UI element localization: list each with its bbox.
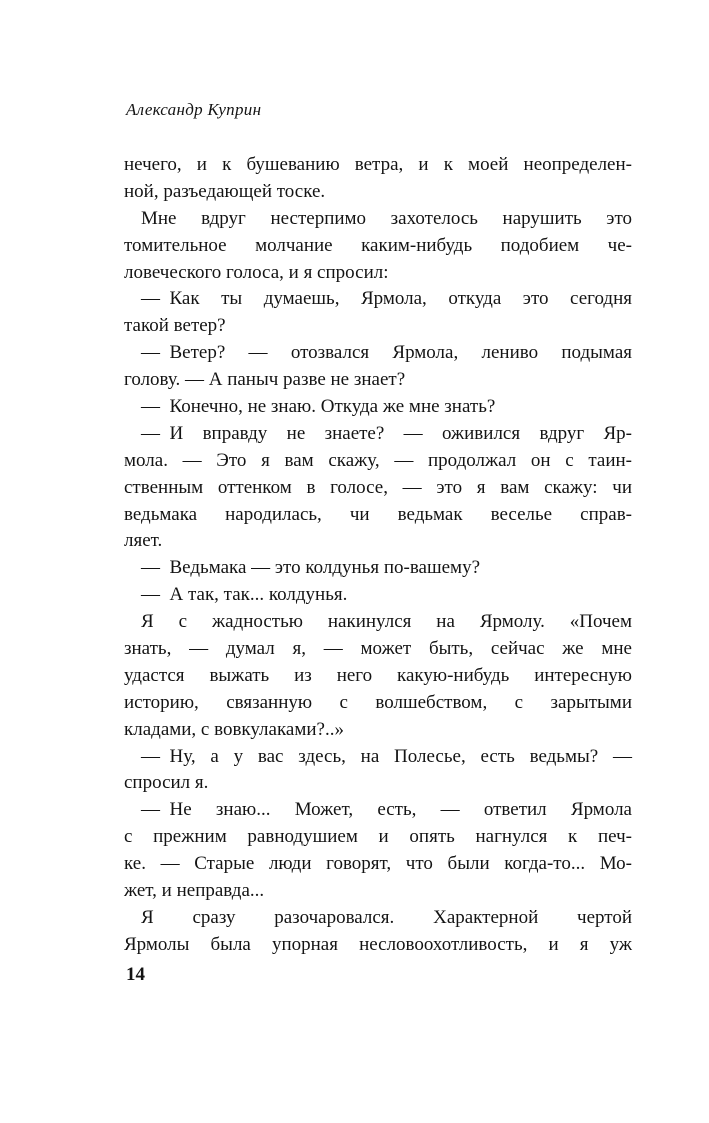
text-line: кладами, с вовкулаками?..» [124,718,344,740]
text-line: — Ну, а у вас здесь, на Полесье, есть ведьмы? — [141,745,632,767]
text-line: ной, разъедающей тоске. [124,180,326,202]
author-header: Александр Куприн [126,100,262,119]
text-line: с прежним равнодушием и опять нагнулся к печ- [124,826,632,848]
text-line: Ярмолы была упорная несловоохотливость, и я уж [124,933,632,955]
text-line: — Ведьмака — это колдунья по-вашему? [141,557,481,579]
text-line: — Конечно, не знаю. Откуда же мне знать? [141,396,496,418]
text-line: ловеческого голоса, и я спросил: [124,261,389,283]
text-line: Я сразу разочаровался. Характерной чертой [141,906,632,928]
text-line: — Ветер? — отозвался Ярмола, лениво подымая [141,342,632,364]
text-line: жет, и неправда... [124,880,265,902]
body-text-block [124,152,632,959]
page-number: 14 [126,964,145,985]
text-line: — И вправду не знаете? — оживился вдруг Яр- [141,422,632,444]
text-line: ведьмака народилась, чи ведьмак веселье справ- [124,503,632,525]
text-line: — А так, так... колдунья. [141,584,348,606]
text-line: удастся выжать из него какую-нибудь интересную [124,664,632,686]
text-line: нечего, и к бушеванию ветра, и к моей неопределен- [124,154,632,175]
text-line: голову. — А паныч разве не знает? [124,369,406,391]
text-line: Я с жадностью накинулся на Ярмолу. «Почем [141,611,632,633]
text-line: томительное молчание каким-нибудь подобием че- [124,234,632,256]
text-line: мола. — Это я вам скажу, — продолжал он с таин- [124,449,632,471]
text-line: историю, связанную с волшебством, с зарытыми [124,691,632,713]
text-line: ке. — Старые люди говорят, что были когда-то... Мо- [124,853,632,875]
text-line: ляет. [124,530,163,552]
text-line: ственным оттенком в голосе, — это я вам скажу: чи [124,476,632,498]
text-line: такой ветер? [124,315,226,337]
text-line: знать, — думал я, — может быть, сейчас же мне [124,638,632,660]
text-line: Мне вдруг нестерпимо захотелось нарушить это [141,207,632,229]
text-line: — Как ты думаешь, Ярмола, откуда это сегодня [141,288,632,310]
text-line: — Не знаю... Может, есть, — ответил Ярмола [141,799,632,821]
text-line: спросил я. [124,772,209,794]
